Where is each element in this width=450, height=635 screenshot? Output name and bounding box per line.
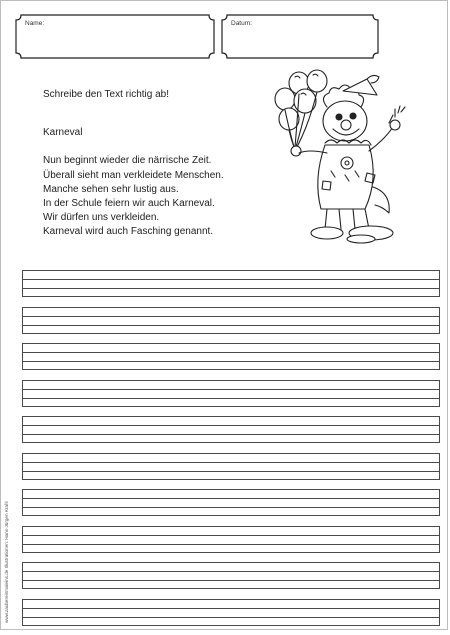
story-line: In der Schule feiern wir auch Karneval. — [43, 198, 215, 210]
writing-line-group[interactable] — [22, 343, 440, 370]
writing-line-group[interactable] — [22, 380, 440, 407]
story-text — [43, 154, 273, 239]
writing-line-group[interactable] — [22, 307, 440, 334]
story-title: Karneval — [43, 127, 83, 139]
date-label: Datum: — [231, 20, 252, 27]
story-line: Manche sehen sehr lustig aus. — [43, 183, 179, 195]
writing-area[interactable] — [22, 270, 440, 635]
name-field-frame — [15, 14, 215, 59]
name-field[interactable] — [15, 14, 215, 59]
date-field[interactable] — [221, 14, 379, 59]
story-line: Wir dürfen uns verkleiden. — [43, 212, 160, 224]
writing-line-group[interactable] — [22, 416, 440, 443]
writing-line-group[interactable] — [22, 453, 440, 480]
writing-line-group[interactable] — [22, 562, 440, 589]
writing-line-group[interactable] — [22, 526, 440, 553]
writing-line-group[interactable] — [22, 270, 440, 297]
story-line: Karneval wird auch Fasching genannt. — [43, 226, 214, 238]
credit-text: www.zaubereinmaleins.de Illustrationen: Hans-Jürgen Krahl — [4, 501, 9, 623]
text-block — [43, 88, 273, 240]
clown-with-balloons-icon — [269, 69, 419, 251]
instruction: Schreibe den Text richtig ab! — [43, 89, 170, 100]
story-line: Überall sieht man verkleidete Menschen. — [43, 169, 224, 181]
writing-line-group[interactable] — [22, 599, 440, 626]
writing-line-group[interactable] — [22, 489, 440, 516]
story-line: Nun beginnt wieder die närrische Zeit. — [43, 155, 212, 167]
name-label: Name: — [25, 20, 45, 27]
